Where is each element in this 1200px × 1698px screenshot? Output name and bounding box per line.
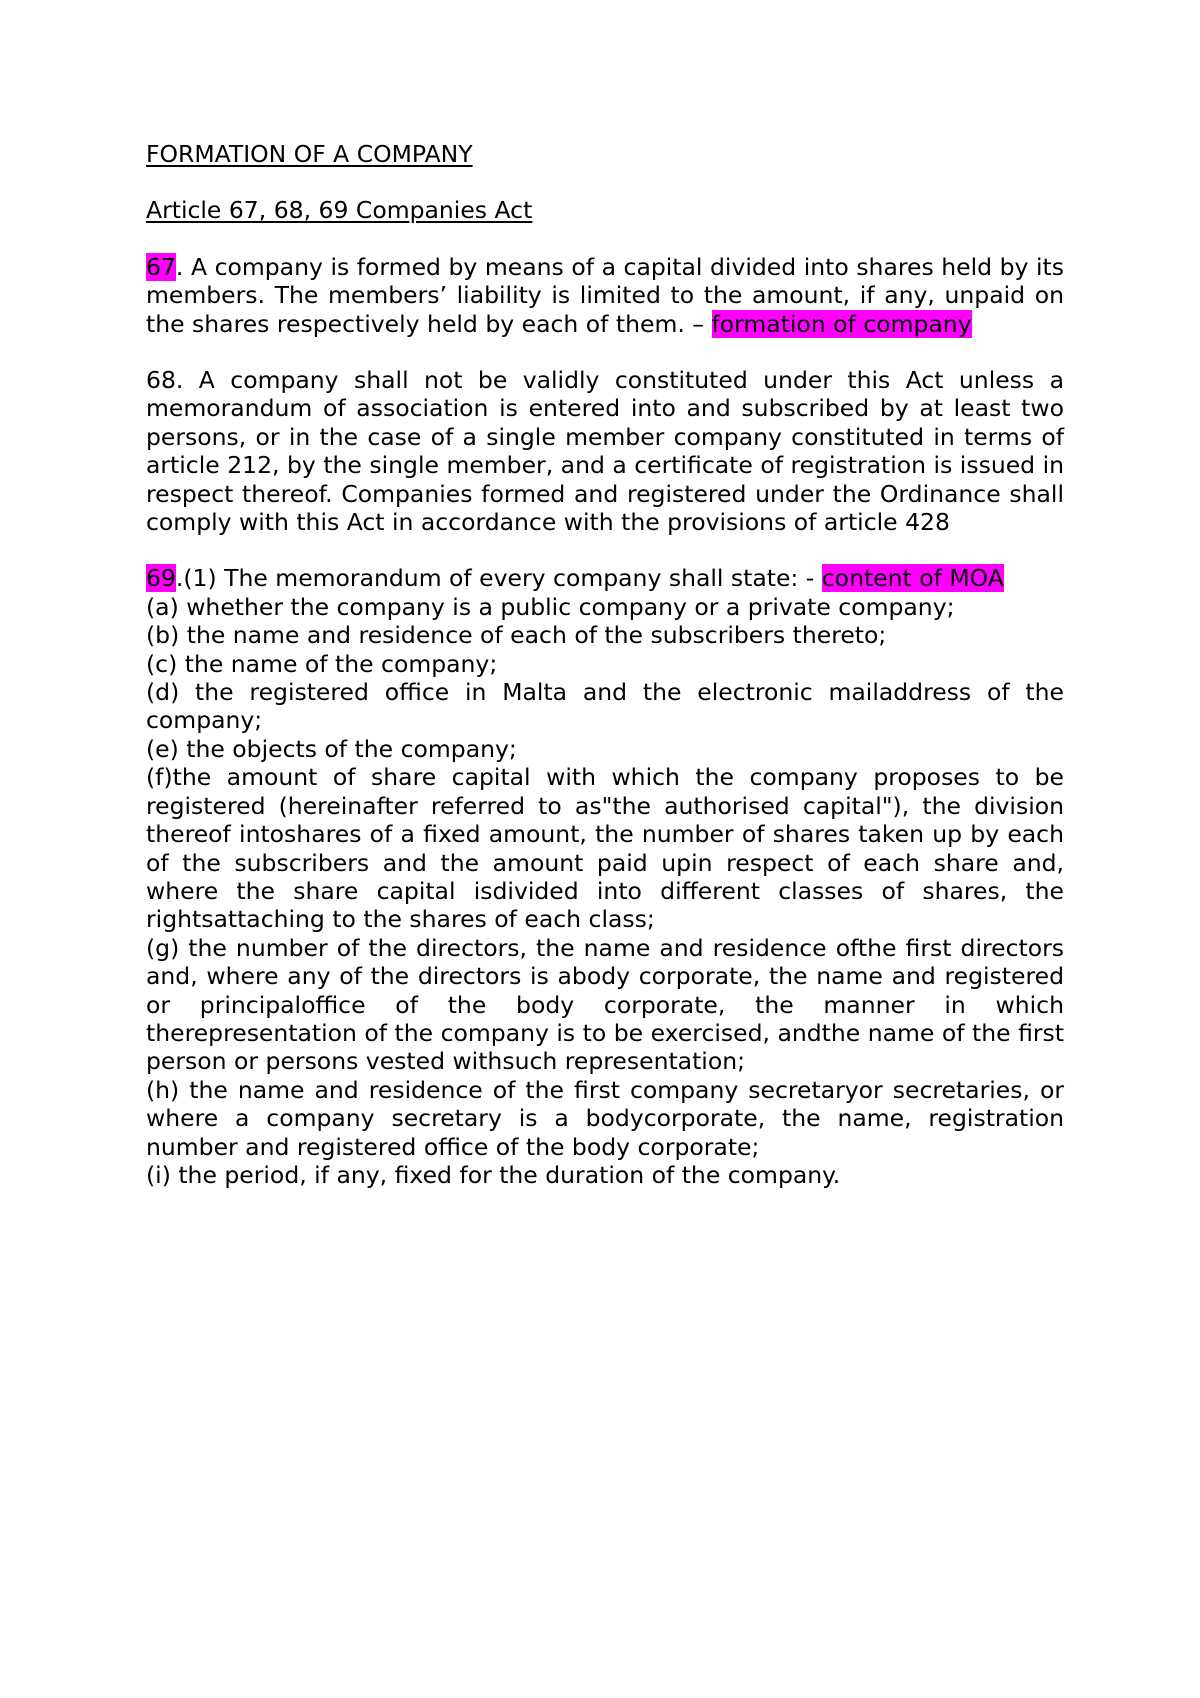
clause-b: (b) the name and residence of each of the subscribers thereto;	[146, 621, 887, 650]
article-69-number-highlight: 69	[146, 564, 176, 593]
clause-e: (e) the objects of the company;	[146, 734, 517, 763]
clause-f: (f)the amount of share capital with which the company proposes to be registered (hereinafter referred to as"the authorised capital"), the division thereof intoshares of a fixed amount, the number of shares taken up by each of the subscribers and the amount paid upin respect of each share and, where the share capital isdivided into different classes of shares, the rightsattaching to the shares of each class;	[146, 763, 1064, 934]
article-69-intro	[146, 564, 1064, 592]
clause-d: (d) the registered office in Malta and the electronic mailaddress of the company;	[146, 678, 1064, 735]
clause-a: (a) whether the company is a public company or a private company;	[146, 592, 955, 621]
article-67-text: . A company is formed by means of a capital divided into shares held by its members. The members’ liability is limited to the amount, if any, unpaid on the shares respectively held by each of them. –	[146, 252, 1064, 338]
article-67-number-highlight: 67	[146, 252, 176, 281]
article-67	[146, 253, 1064, 338]
clause-h: (h) the name and residence of the first company secretaryor secretaries, or where a company secretary is a bodycorporate, the name, registration number and registered office of the body corporate;	[146, 1075, 1064, 1161]
document-subtitle: Article 67, 68, 69 Companies Act	[146, 196, 533, 225]
article-69-intro-text: .(1) The memorandum of every company shall state: -	[175, 564, 822, 593]
article-68: 68. A company shall not be validly constituted under this Act unless a memorandum of association is entered into and subscribed by at least two persons, or in the case of a single member company constituted in terms of article 212, by the single member, and a certificate of registration is issued in respect thereof. Companies formed and registered under the Ordinance shall comply with this Act in accordance with the provisions of article 428	[146, 366, 1064, 537]
article-69-note-highlight: content of MOA	[821, 564, 1004, 593]
document-page	[146, 140, 1064, 1189]
clause-c: (c) the name of the company;	[146, 649, 498, 678]
article-69	[146, 564, 1064, 1189]
document-title: FORMATION OF A COMPANY	[146, 140, 473, 168]
article-67-note-highlight: formation of company	[711, 309, 972, 338]
clause-i: (i) the period, if any, fixed for the duration of the company.	[146, 1160, 841, 1189]
clause-g: (g) the number of the directors, the name and residence ofthe first directors and, where any of the directors is abody corporate, the name and registered or principaloffice of the body corporate, the manner in which therepresentation of the company is to be exercised, andthe name of the first person or persons vested withsuch representation;	[146, 933, 1064, 1076]
